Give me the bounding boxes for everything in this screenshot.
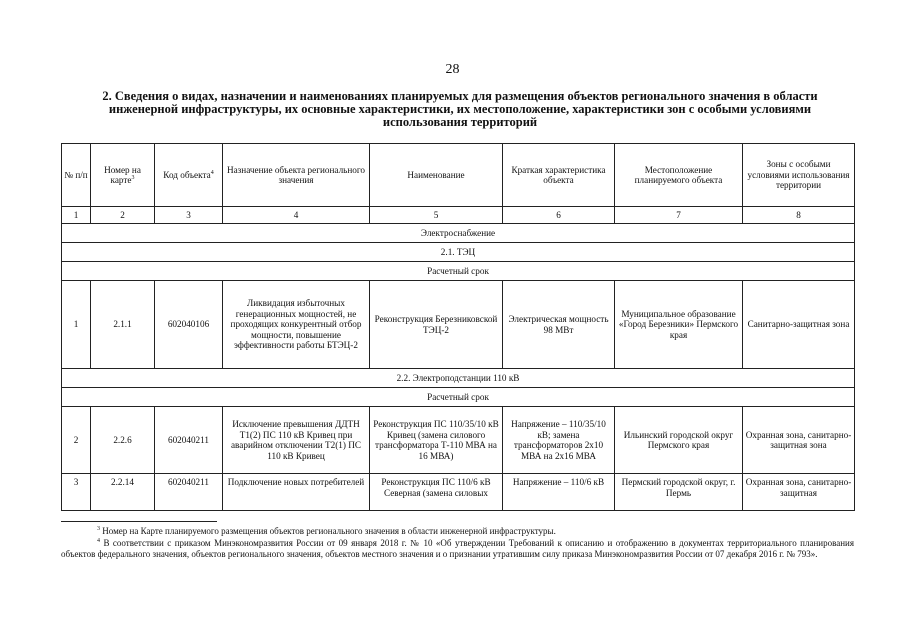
cell-zones: Охранная зона, санитарно-защитная зона — [743, 407, 855, 474]
column-number: 6 — [503, 207, 615, 224]
section-electro: Электроснабжение — [62, 224, 855, 243]
column-number: 1 — [62, 207, 91, 224]
cell-location: Пермский городской округ, г. Пермь — [615, 474, 743, 511]
section-row-tec — [62, 243, 855, 262]
cell-characteristic: Напряжение – 110/6 кВ — [503, 474, 615, 511]
cell-zones: Санитарно-защитная зона — [743, 281, 855, 369]
column-number: 7 — [615, 207, 743, 224]
cell-name: Реконструкция Березниковской ТЭЦ-2 — [370, 281, 503, 369]
column-numbers-row — [62, 207, 855, 224]
section-title: 2. Сведения о видах, назначении и наименованиях планируемых для размещения объектов регионального значения в области инженерной инфраструктуры, их основные характеристики, их местоположение, характеристики зон с особыми условиями использования территорий — [102, 89, 818, 129]
period-label: Расчетный срок — [62, 388, 855, 407]
cell-number: 1 — [62, 281, 91, 369]
section-substations: 2.2. Электроподстанции 110 кВ — [62, 369, 855, 388]
footnote-divider — [61, 521, 217, 522]
table-row — [62, 281, 855, 369]
period-row — [62, 388, 855, 407]
infrastructure-table — [61, 143, 855, 511]
cell-object-code: 602040211 — [155, 474, 223, 511]
table-header-row — [62, 144, 855, 207]
cell-purpose: Подключение новых потребителей — [223, 474, 370, 511]
column-number: 8 — [743, 207, 855, 224]
cell-number: 2 — [62, 407, 91, 474]
header-map-number: Номер на карте$^3$ — [91, 144, 155, 207]
header-location: Местоположение планируемого объекта — [615, 144, 743, 207]
footnote-mark-4: 4 — [97, 538, 100, 544]
cell-location: Муниципальное образование «Город Березники» Пермского края — [615, 281, 743, 369]
cell-zones: Охранная зона, санитарно-защитная — [743, 474, 855, 511]
cell-object-code: 602040106 — [155, 281, 223, 369]
footnotes — [61, 526, 854, 561]
page-number: 28 — [445, 62, 460, 77]
table-row — [62, 474, 855, 511]
cell-map-number: 2.2.6 — [91, 407, 155, 474]
footnote-ref-3: 3 — [131, 174, 135, 181]
column-number: 5 — [370, 207, 503, 224]
column-number: 4 — [223, 207, 370, 224]
cell-location: Ильинский городской округ Пермского края — [615, 407, 743, 474]
footnote-3 — [61, 526, 854, 537]
column-number: 3 — [155, 207, 223, 224]
header-object-code: Код объекта$^4$ — [155, 144, 223, 207]
header-number: № п/п — [62, 144, 91, 207]
cell-characteristic: Электрическая мощность 98 МВт — [503, 281, 615, 369]
header-characteristic: Краткая характеристика объекта — [503, 144, 615, 207]
cell-map-number: 2.2.14 — [91, 474, 155, 511]
section-row-substations — [62, 369, 855, 388]
cell-number: 3 — [62, 474, 91, 511]
cell-map-number: 2.1.1 — [91, 281, 155, 369]
section-tec: 2.1. ТЭЦ — [62, 243, 855, 262]
period-row — [62, 262, 855, 281]
cell-purpose: Ликвидация избыточных генерационных мощностей, не проходящих конкурентный отбор мощности, повышение эффективности работы БТЭЦ-2 — [223, 281, 370, 369]
footnote-ref-4: 4 — [210, 169, 214, 176]
footnote-text-3: Номер на Карте планируемого размещения объектов регионального значения в области инженерной инфраструктуры. — [100, 526, 556, 536]
column-number: 2 — [91, 207, 155, 224]
period-label: Расчетный срок — [62, 262, 855, 281]
footnote-mark-3: 3 — [97, 526, 100, 532]
table-row — [62, 407, 855, 474]
cell-name: Реконструкция ПС 110/35/10 кВ Кривец (замена силового трансформатора Т-110 МВА на 16 МВА) — [370, 407, 503, 474]
section-row-electro — [62, 224, 855, 243]
header-purpose: Назначение объекта регионального значения — [223, 144, 370, 207]
cell-characteristic: Напряжение – 110/35/10 кВ; замена трансформаторов 2x10 МВА на 2x16 МВА — [503, 407, 615, 474]
cell-name: Реконструкция ПС 110/6 кВ Северная (замена силовых — [370, 474, 503, 511]
cell-purpose: Исключение превышения ДДТН Т1(2) ПС 110 кВ Кривец при аварийном отключении Т2(1) ПС 110 кВ Кривец — [223, 407, 370, 474]
cell-object-code: 602040211 — [155, 407, 223, 474]
footnote-4 — [61, 538, 854, 560]
header-name: Наименование — [370, 144, 503, 207]
footnote-text-4: В соответствии с приказом Минэкономразвития России от 09 января 2018 г. № 10 «Об утверждении Требований к описанию и отображению в документах территориального планирования объектов федерального значения, объектов регионального значения, объектов местного значения и о признании утратившим силу приказа Минэкономразвития России от 07 декабря 2016 г. № 793». — [61, 538, 854, 559]
header-zones: Зоны с особыми условиями использования территории — [743, 144, 855, 207]
